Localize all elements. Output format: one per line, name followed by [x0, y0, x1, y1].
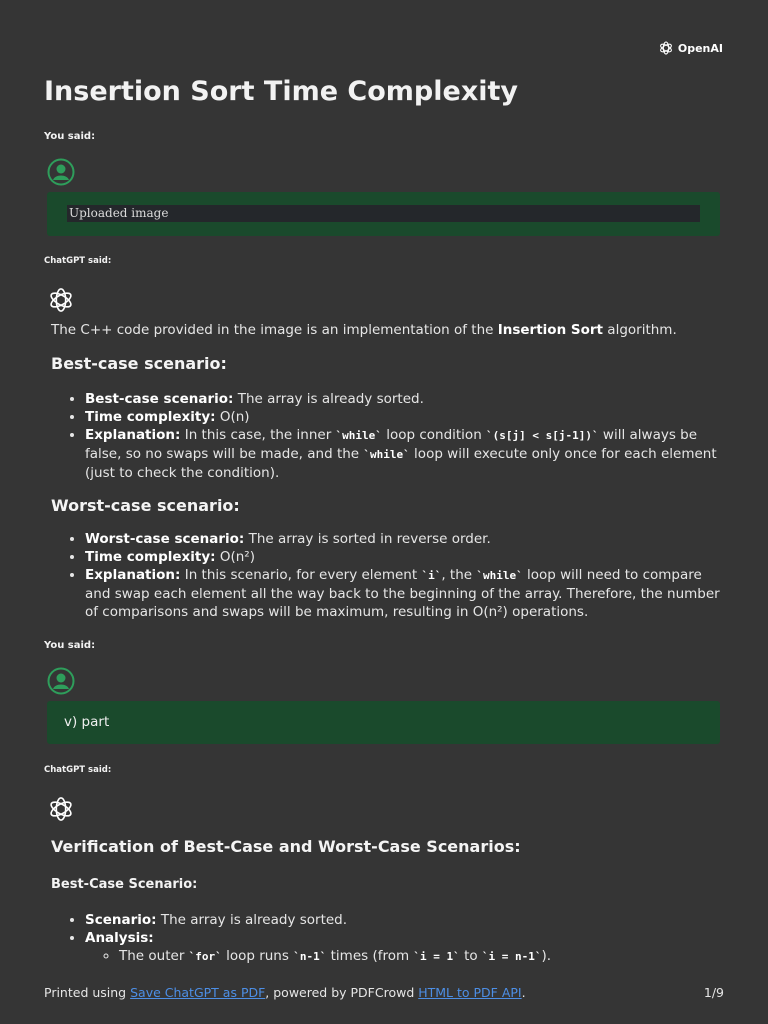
speaker-label: You said:	[44, 131, 96, 142]
intro-paragraph: The C++ code provided in the image is an implementation of the Insertion Sort algorithm.	[51, 322, 677, 338]
uploaded-image[interactable]: Uploaded image	[67, 205, 700, 222]
assistant-message	[51, 321, 721, 339]
brand-label: OpenAI	[677, 41, 723, 55]
list-item: • Explanation: In this scenario, for every element `i`, the `while` loop will need to compare and swap each element all the way back to the beginning of the array. Therefore, the number of comparisons and swaps will be maximum, resulting in O(n²) operations.	[85, 566, 721, 621]
save-chatgpt-link[interactable]: Save ChatGPT as PDF	[130, 985, 266, 1000]
list-item: • Time complexity: O(n²)	[85, 548, 721, 566]
user-avatar-icon	[47, 667, 75, 695]
worst-case-heading: Worst-case scenario:	[51, 496, 240, 515]
user-message	[47, 192, 720, 236]
list-item: • Worst-case scenario: The array is sorted in reverse order.	[85, 530, 721, 548]
chatgpt-logo-icon	[47, 795, 75, 823]
openai-logo-icon	[658, 40, 674, 56]
worst-case-section	[51, 497, 721, 515]
list-item: • Best-case scenario: The array is already sorted.	[85, 390, 721, 408]
list-item: • Scenario: The array is already sorted.	[85, 911, 721, 929]
worst-case-list	[51, 530, 721, 621]
list-item: • Explanation: In this case, the inner `while` loop condition `(s[j] < s[j-1])` will always be false, so no swaps will be made, and the `while` loop will execute only once for each element (just to check the condition).	[85, 426, 721, 482]
user-avatar-icon	[47, 158, 75, 186]
openai-brand	[658, 40, 723, 56]
user-message	[47, 701, 720, 744]
verification-heading: Verification of Best-Case and Worst-Case Scenarios:	[51, 837, 521, 856]
best-case-subsection	[51, 876, 721, 894]
list-item: ◦ The outer `for` loop runs `n-1` times (from `i = 1` to `i = n-1`).	[119, 947, 721, 966]
speaker-label: ChatGPT said:	[44, 256, 112, 266]
best-case-list	[51, 390, 721, 482]
page-number: 1/9	[703, 985, 724, 1000]
verification-list	[51, 911, 721, 966]
chatgpt-logo-icon	[47, 286, 75, 314]
verification-section	[51, 838, 721, 856]
page-title: Insertion Sort Time Complexity	[44, 76, 519, 107]
html-to-pdf-link[interactable]: HTML to PDF API	[418, 985, 522, 1000]
page-footer	[44, 985, 724, 1000]
speaker-label: ChatGPT said:	[44, 765, 112, 775]
list-item: • Time complexity: O(n)	[85, 408, 721, 426]
speaker-label: You said:	[44, 640, 96, 651]
user-message-text: v) part	[64, 714, 110, 730]
footer-credit: Printed using Save ChatGPT as PDF, powered by PDFCrowd HTML to PDF API.	[44, 985, 526, 1000]
best-case-subheading: Best-Case Scenario:	[51, 877, 198, 892]
best-case-heading: Best-case scenario:	[51, 354, 227, 373]
list-item: • Analysis: ◦ The outer `for` loop runs `n-1` times (from `i = 1` to `i = n-1`).	[85, 929, 721, 966]
best-case-section	[51, 355, 721, 373]
